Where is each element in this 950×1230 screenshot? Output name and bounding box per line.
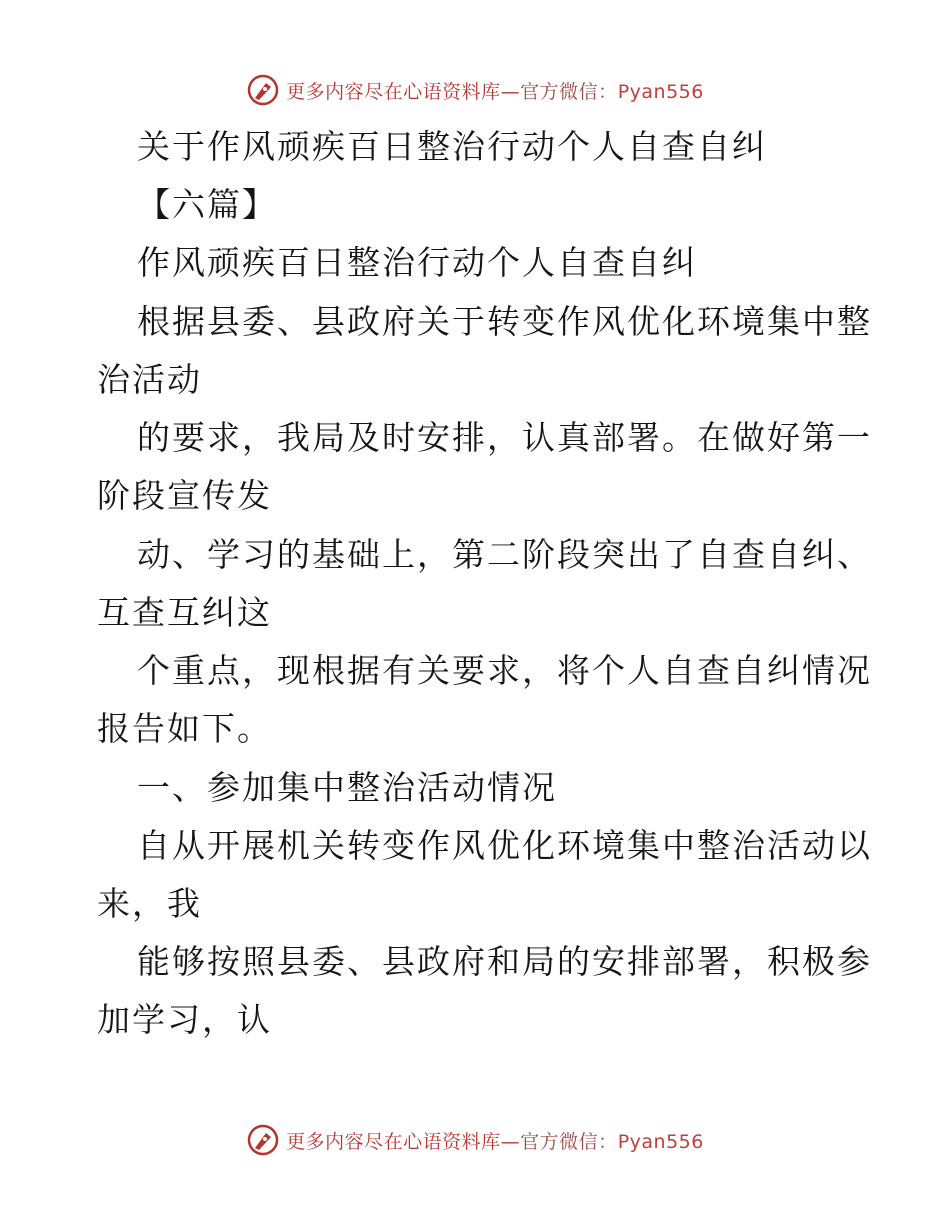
paragraph-line: 阶段宣传发 [97, 476, 272, 515]
paragraph-line: 的要求，我局及时安排，认真部署。在做好第一 [137, 418, 872, 457]
watermark-text [286, 1127, 704, 1154]
watermark-separator: — [500, 1130, 521, 1153]
paragraph-line: 个重点，现根据有关要求，将个人自查自纠情况 [137, 651, 872, 690]
watermark-main: 更多内容尽在心语资料库 [286, 80, 501, 103]
paragraph-line: 动、学习的基础上，第二阶段突出了自查自纠、 [137, 535, 872, 574]
footer-watermark [0, 1120, 950, 1160]
watermark-label: 官方微信： [520, 1130, 618, 1153]
paragraph-line: 加学习，认 [97, 1000, 272, 1039]
pen-nib-logo-icon [246, 1123, 280, 1157]
section-heading: 一、参加集中整治活动情况 [137, 768, 557, 807]
paragraph-line: 根据县委、县政府关于转变作风优化环境集中整 [137, 302, 872, 341]
paragraph-line: 能够按照县委、县政府和局的安排部署，积极参 [137, 942, 872, 981]
document-title-suffix: 【六篇】 [137, 185, 277, 224]
watermark-wechat-id: Pyan556 [617, 1130, 704, 1153]
paragraph-line: 报告如下。 [97, 709, 272, 748]
document-subtitle: 作风顽疾百日整治行动个人自查自纠 [137, 243, 697, 282]
document-title: 关于作风顽疾百日整治行动个人自查自纠 [137, 127, 767, 166]
watermark-wechat-id: Pyan556 [617, 80, 704, 103]
paragraph-line: 自从开展机关转变作风优化环境集中整治活动以 [137, 826, 872, 865]
watermark-separator: — [500, 80, 521, 103]
watermark-main: 更多内容尽在心语资料库 [286, 1130, 501, 1153]
paragraph-line: 互查互纠这 [97, 593, 272, 632]
watermark-label: 官方微信： [520, 80, 618, 103]
paragraph-line: 来，我 [97, 884, 202, 923]
paragraph-line: 治活动 [97, 360, 202, 399]
